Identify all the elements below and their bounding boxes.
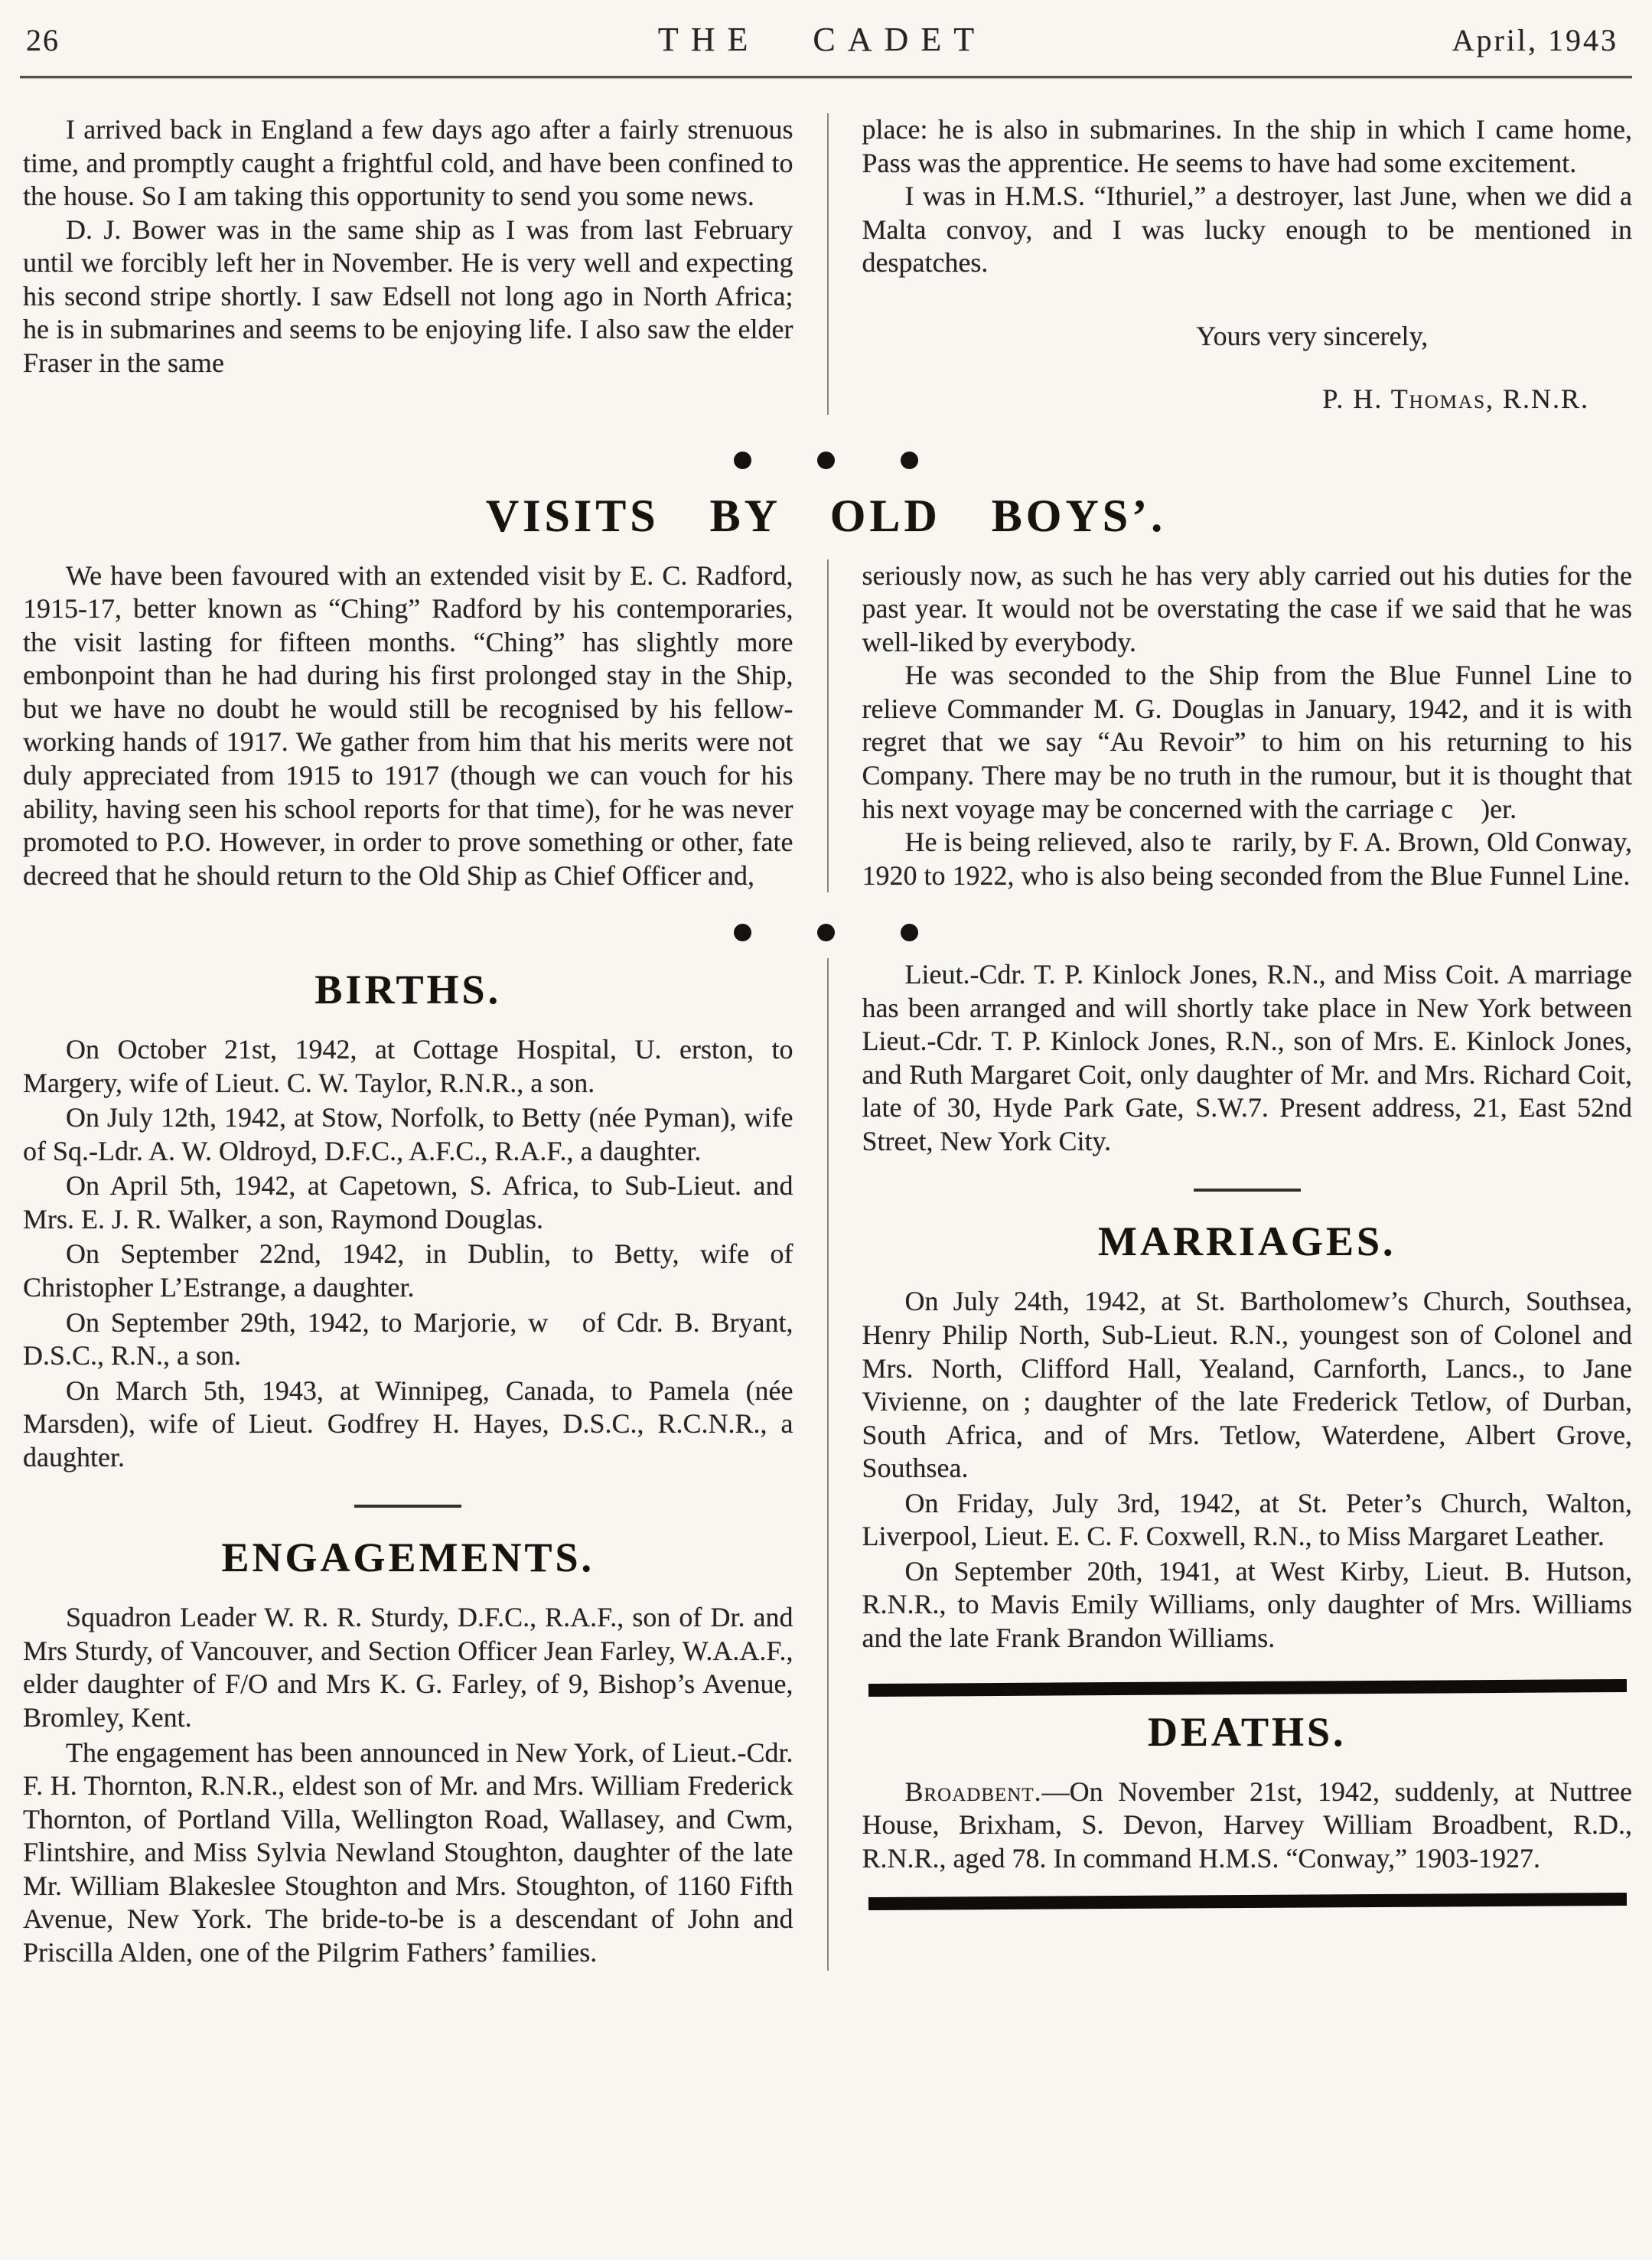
separator-dot (734, 452, 751, 469)
deaths-bottom-bar (868, 1893, 1626, 1910)
death-entry (862, 1776, 1633, 1876)
marriages-heading: MARRIAGES. (1097, 1218, 1396, 1265)
column-divider (827, 113, 829, 415)
letter-paragraph: D. J. Bower was in the same ship as I was from last February until we forcibly left her in November. He is very well and expecting his second stripe shortly. I saw Edsell not long ago in North Africa; he is in submarines and seems to be enjoying life. I also saw the elder Fraser in the same (23, 214, 793, 378)
visits-section (0, 559, 1652, 892)
deaths-top-bar (868, 1678, 1626, 1696)
announcements-right-column (862, 958, 1633, 1971)
birth-entry: On March 5th, 1943, at Winnipeg, Canada, to Pamela (née Marsden), wife of Lieut. Godfrey H. Hayes, D.S.C., R.C.N.R., a daughter. (23, 1375, 793, 1472)
visits-paragraph: seriously now, as such he has very ably carried out his duties for the past year. It would not be overstating the case if we said that he was well-liked by everybody. (862, 559, 1632, 657)
deaths-heading: DEATHS. (1147, 1708, 1347, 1755)
birth-entry: On July 12th, 1942, at Stow, Norfolk, to Betty (née Pyman), wife of Sq.-Ldr. A. W. Oldroyd, D.F.C., A.F.C., R.A.F., a daughter. (23, 1102, 793, 1166)
dots-separator (0, 436, 1652, 485)
visits-section-heading: VISITS BY OLD BOYS’. (485, 490, 1167, 541)
engagement-entry: The engagement has been announced in New York, of Lieut.-Cdr. F. H. Thornton, R.N.R., eldest son of Mr. and Mrs. William Frederick Thornton, of Portland Villa, Wellington Road, Wallasey, and Cwm, Flintshire, and Miss Sylvia Newland Stoughton, daughter of the late Mr. William Blakeslee Stoughton and Mrs. Stoughton, of 1160 Fifth Avenue, New York. The bride-to-be is a descendant of John and Priscilla Alden, one of the Pilgrim Fathers’ families. (23, 1737, 793, 1968)
separator-dot (901, 924, 918, 941)
separator-dot (817, 924, 835, 941)
letter-paragraph: I arrived back in England a few days ago after a fairly strenuous time, and promptly caught a frightful cold, and have been confined to the house. So I am taking this opportunity to send you some news. (23, 114, 793, 212)
birth-entry: On September 29th, 1942, to Marjorie, w of Cdr. B. Bryant, D.S.C., R.N., a son. (23, 1306, 793, 1371)
letter-section (0, 113, 1652, 415)
engagement-entry: Squadron Leader W. R. R. Sturdy, D.F.C., R.A.F., son of Dr. and Mrs Sturdy, of Vancouver, and Section Officer Jean Farley, W.A.A.F., elder daughter of F/O and Mrs K. G. Farley, of 9, Bishop’s Avenue, Bromley, Kent. (23, 1602, 793, 1733)
separator-dot (817, 452, 835, 469)
marriage-announcement-paragraph: Lieut.-Cdr. T. P. Kinlock Jones, R.N., and Miss Coit. A marriage has been arranged and will shortly take place in New York between Lieut.-Cdr. T. P. Kinlock Jones, R.N., son of Mrs. E. Kinlock Jones, and Ruth Margaret Coit, only daughter of Mr. and Mrs. Richard Coit, late of 30, Hyde Park Gate, S.W.7. Present address, 21, East 52nd Street, New York City. (862, 959, 1632, 1156)
separator-dot (901, 452, 918, 469)
birth-entry: On September 22nd, 1942, in Dublin, to Betty, wife of Christopher L’Estrange, a daughter. (23, 1238, 793, 1303)
letter-paragraph: place: he is also in submarines. In the ship in which I came home, Pass was the apprentice. He seems to have had some excitement. (862, 114, 1632, 178)
birth-entry: On April 5th, 1942, at Capetown, S. Africa, to Sub-Lieut. and Mrs. E. J. R. Walker, a son, Raymond Douglas. (23, 1170, 793, 1234)
section-divider-rule (354, 1505, 461, 1508)
visits-right-column (862, 559, 1633, 892)
dots-separator (0, 908, 1652, 957)
column-divider (827, 958, 829, 1971)
column-divider (827, 559, 829, 892)
letter-left-column (23, 113, 793, 415)
letter-signature: P. H. Thomas, R.N.R. (1322, 383, 1589, 414)
visits-paragraph: He is being relieved, also te rarily, by F. A. Brown, Old Conway, 1920 to 1922, who is also being seconded from the Blue Funnel Line. (862, 827, 1632, 891)
separator-dot (734, 924, 751, 941)
marriages-entries (862, 1285, 1633, 1655)
announcements-left-column (23, 958, 793, 1971)
births-heading: BIRTHS. (314, 967, 502, 1013)
visits-left-column (23, 559, 793, 892)
header-rule (20, 76, 1632, 78)
engagements-entries (23, 1601, 793, 1969)
letter-right-column (862, 113, 1633, 415)
letter-paragraph: I was in H.M.S. “Ithuriel,” a destroyer, last June, when we did a Malta convoy, and I was lucky enough to be mentioned in despatches. (862, 181, 1632, 279)
section-divider-rule (1194, 1189, 1301, 1192)
death-entry-text: —On November 21st, 1942, suddenly, at Nuttree House, Brixham, S. Devon, Harvey William Broadbent, R.D., R.N.R., aged 78. In command H.M.S. “Conway,” 1903-1927. (862, 1776, 1632, 1874)
deaths-entries (862, 1776, 1633, 1876)
page-header (0, 0, 1652, 59)
marriage-entry: On July 24th, 1942, at St. Bartholomew’s Church, Southsea, Henry Philip North, Sub-Lieut. R.N., youngest son of Colonel and Mrs. North, Clifford Hall, Yealand, Carnforth, Lancs., to Jane Vivienne, on ; daughter of the late Frederick Tetlow, of Durban, South Africa, and of Mrs. Tetlow, Waterdene, Albert Grove, Southsea. (862, 1286, 1632, 1484)
marriage-entry: On Friday, July 3rd, 1942, at St. Peter’s Church, Walton, Liverpool, Lieut. E. C. F. Coxwell, R.N., to Miss Margaret Leather. (862, 1487, 1632, 1552)
letter-valediction: Yours very sincerely, (1196, 320, 1429, 351)
visits-paragraph: He was seconded to the Ship from the Blue Funnel Line to relieve Commander M. G. Douglas in January, 1942, and it is with regret that we say “Au Revoir” to him on his returning to his Company. There may be no truth in the rumour, but it is thought that his next voyage may be concerned with the carriage c )er. (862, 660, 1632, 824)
births-entries (23, 1033, 793, 1474)
visits-paragraph: We have been favoured with an extended visit by E. C. Radford, 1915-17, better known as “Ching” Radford by his contemporaries, the visit lasting for fifteen months. “Ching” has slightly more embonpoint than he had during his first prolonged stay in the Ship, but we have no doubt he would still be recognised by his fellow-working hands of 1917. We gather from him that his merits were not duly appreciated from 1915 to 1917 (though we can vouch for his ability, having seen his school reports for that time), for he was never promoted to P.O. However, in order to prove something or other, fate decreed that he should return to the Old Ship as Chief Officer and, (23, 559, 793, 891)
engagements-heading: ENGAGEMENTS. (221, 1534, 595, 1581)
page-number: 26 (26, 23, 60, 57)
issue-date: April, 1943 (1452, 23, 1618, 57)
death-entry-name: Broadbent. (904, 1776, 1042, 1807)
marriage-entry: On September 20th, 1941, at West Kirby, Lieut. B. Hutson, R.N.R., to Mavis Emily Williams, only daughter of Mrs. Williams and the late Frank Brandon Williams. (862, 1555, 1632, 1653)
announcements-section (0, 958, 1652, 1971)
birth-entry: On October 21st, 1942, at Cottage Hospital, U. erston, to Margery, wife of Lieut. C. W. Taylor, R.N.R., a son. (23, 1034, 793, 1098)
masthead-title: THE CADET (657, 21, 987, 58)
